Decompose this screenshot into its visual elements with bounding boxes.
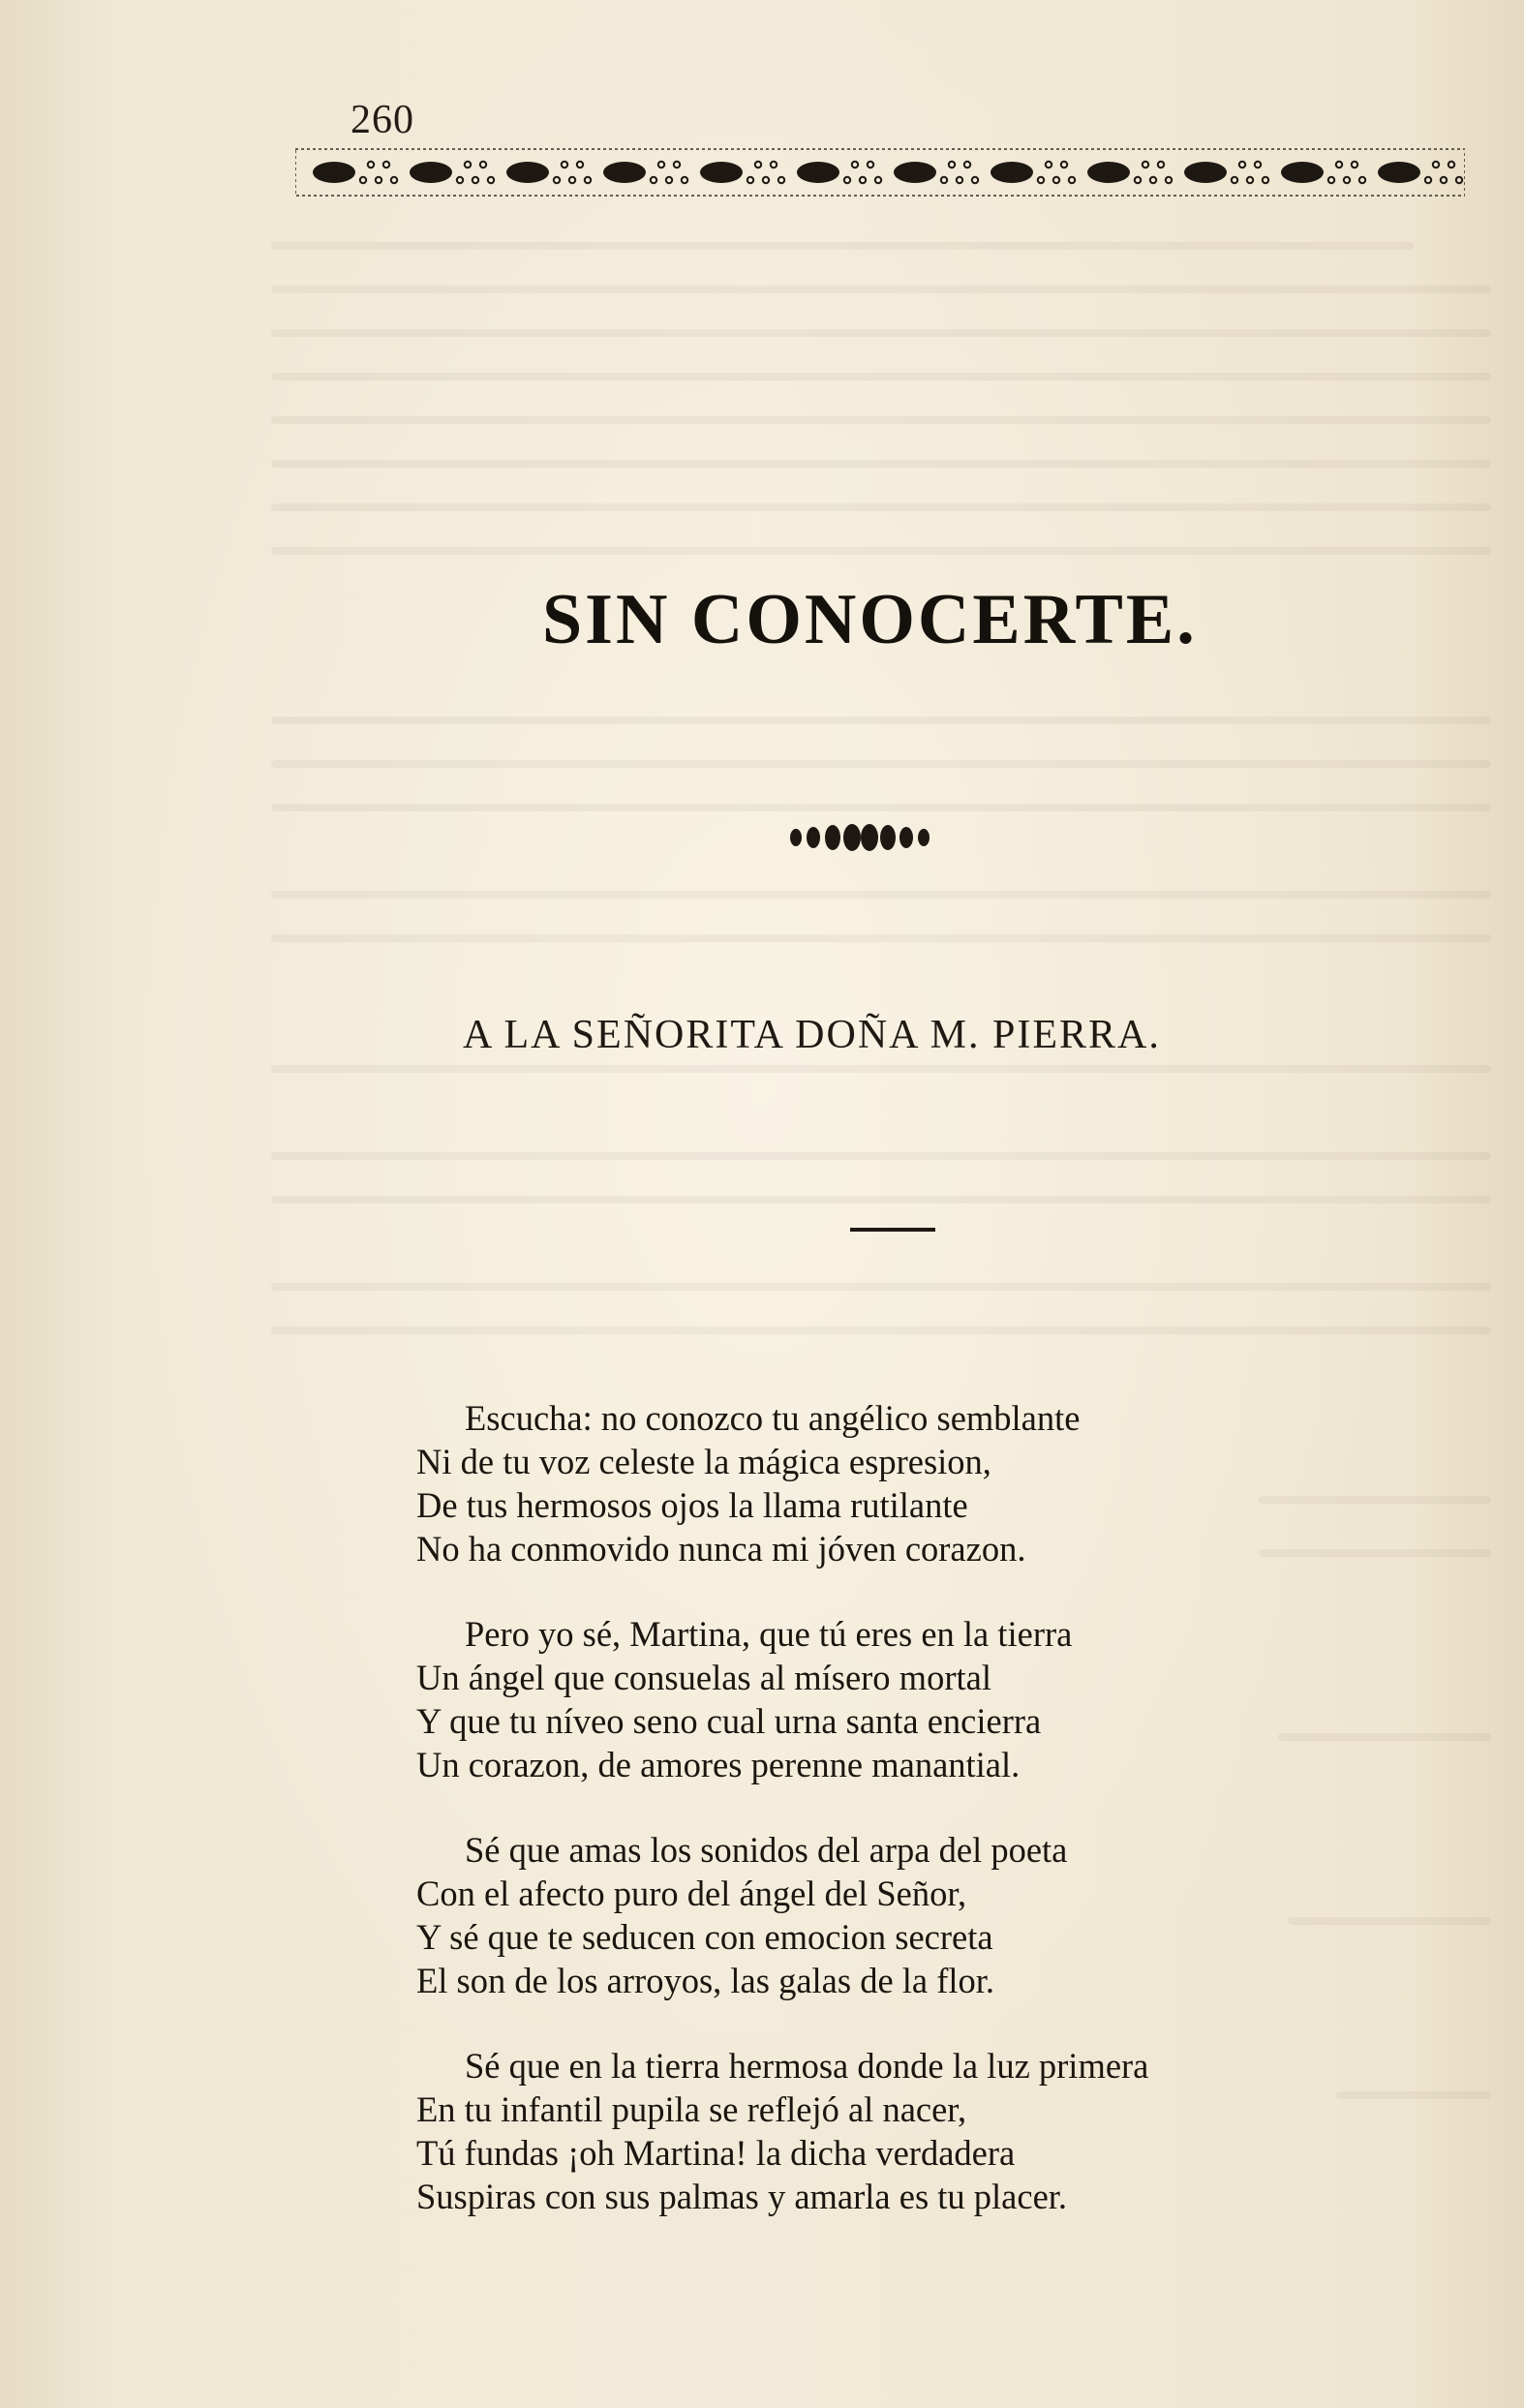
chain-bead [1158,162,1164,168]
bleed-through-line [271,416,1491,424]
chain-bead [1232,177,1237,183]
chain-bead [964,162,970,168]
stanza [416,1396,1385,1570]
poem-line: De tus hermosos ojos la llama rutilante [416,1485,968,1525]
chain-bead [562,162,567,168]
chain-bead [658,162,664,168]
poem-line: Y sé que te seducen con emocion secreta [416,1917,993,1957]
bleed-through-line [271,286,1491,293]
chain-bead [457,177,463,183]
chain-bead [376,177,381,183]
chain-bead [844,177,850,183]
poem-line: Ni de tu voz celeste la mágica espresion, [416,1442,991,1481]
chain-link [1281,162,1324,183]
chain-bead [1448,162,1454,168]
decorative-chain-border-icon [295,145,1465,199]
chain-bead [1166,177,1172,183]
poem-title: SIN CONOCERTE. [542,580,1198,659]
bleed-through-line [271,1326,1491,1334]
chain-bead [472,177,478,183]
bleed-through-line [271,716,1491,724]
chain-bead [368,162,374,168]
chain-bead [1150,177,1156,183]
poem-line: Con el afecto puro del ángel del Señor, [416,1874,967,1913]
chain-bead [554,177,560,183]
chain-bead [1336,162,1342,168]
chain-link [797,162,839,183]
page-number: 260 [351,98,414,142]
chain-bead [778,177,784,183]
chain-bead [682,177,687,183]
chain-bead [868,162,873,168]
chain-bead [755,162,761,168]
bleed-through-line [271,503,1491,511]
chain-bead [1069,177,1075,183]
chain-bead [852,162,858,168]
chain-bead [1038,177,1044,183]
stanza [416,1612,1385,1786]
chain-bead [1053,177,1059,183]
section-divider [850,1228,935,1232]
poem-line: Tú fundas ¡oh Martina! la dicha verdadera [416,2133,1016,2173]
chain-bead [1328,177,1334,183]
chain-bead [465,162,471,168]
poem-line: Escucha: no conozco tu angélico semblante [465,1398,1081,1438]
bleed-through-line [271,891,1491,899]
chain-bead [391,177,397,183]
poem-line: El son de los arroyos, las galas de la flor. [416,1961,995,2000]
chain-bead [763,177,769,183]
chain-link [1184,162,1227,183]
chain-bead [666,177,672,183]
stanza [416,1828,1385,2002]
poem-body [416,1396,1385,2260]
chain-bead [569,177,575,183]
chain-bead [1061,162,1067,168]
bleed-through-line [271,460,1491,468]
poem-line: Y que tu níveo seno cual urna santa encierra [416,1701,1042,1741]
bleed-through-line [271,1152,1491,1160]
bleed-through-line [271,242,1414,250]
chain-bead [1359,177,1365,183]
chain-link [1087,162,1130,183]
bleed-through-line [271,760,1491,768]
chain-bead [1247,177,1253,183]
poem-line: Un ángel que consuelas al mísero mortal [416,1658,991,1697]
chain-bead [1046,162,1052,168]
chain-bead [1352,162,1357,168]
bleed-through-line [271,1065,1491,1073]
poem-line: Sé que amas los sonidos del arpa del poeta [465,1830,1068,1870]
chain-bead [771,162,777,168]
chain-link [700,162,743,183]
bleed-through-line [271,934,1491,942]
chain-bead [875,177,881,183]
bleed-through-line [271,1283,1491,1291]
chain-bead [383,162,389,168]
bleed-through-line [271,1196,1491,1204]
chain-bead [488,177,494,183]
poem-line: Pero yo sé, Martina, que tú eres en la tierra [465,1614,1073,1654]
chain-bead [674,162,680,168]
chain-bead [957,177,962,183]
chain-bead [651,177,656,183]
chain-bead [949,162,955,168]
chain-bead [1433,162,1439,168]
chain-bead [1135,177,1141,183]
chain-bead [941,177,947,183]
decorative-flourish-icon [784,821,935,854]
chain-bead [1344,177,1350,183]
chain-bead [577,162,583,168]
poem-line: No ha conmovido nunca mi jóven corazon. [416,1529,1026,1569]
chain-bead [972,177,978,183]
chain-link [410,162,452,183]
poem-line: Un corazon, de amores perenne manantial. [416,1745,1021,1784]
chain-bead [360,177,366,183]
bleed-through-line [271,804,1491,811]
bleed-through-line [271,373,1491,381]
chain-bead [860,177,866,183]
chain-bead [1425,177,1431,183]
chain-link [894,162,936,183]
chain-link [603,162,646,183]
bleed-through-line [271,547,1491,555]
chain-bead [585,177,591,183]
chain-bead [1456,177,1462,183]
chain-link [991,162,1033,183]
chain-bead [1441,177,1447,183]
chain-link [313,162,355,183]
chain-link [506,162,549,183]
chain-bead [1255,162,1261,168]
poem-line: Suspiras con sus palmas y amarla es tu placer. [416,2177,1068,2216]
chain-bead [1263,177,1268,183]
chain-link [1378,162,1420,183]
stanza [416,2044,1385,2218]
poem-line: Sé que en la tierra hermosa donde la luz primera [465,2046,1149,2086]
poem-line: En tu infantil pupila se reflejó al nacer, [416,2089,967,2129]
chain-bead [480,162,486,168]
chain-bead [1239,162,1245,168]
chain-bead [1143,162,1148,168]
bleed-through-line [271,329,1491,337]
chain-bead [747,177,753,183]
dedication: A LA SEÑORITA DOÑA M. PIERRA. [463,1013,1161,1057]
